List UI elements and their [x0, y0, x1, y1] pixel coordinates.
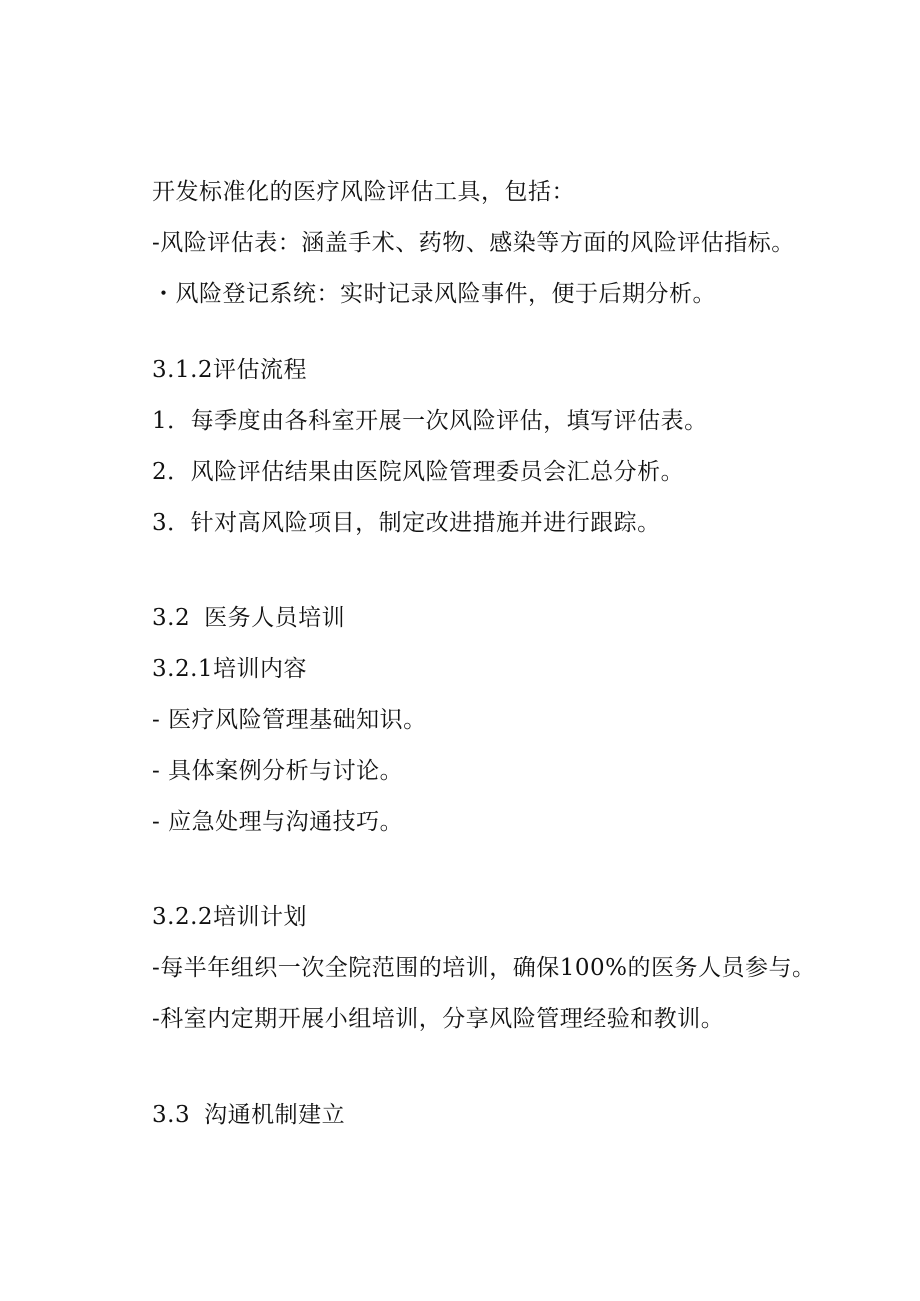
intro-item-risk-assessment-form: -风险评估表：涵盖手术、药物、感染等方面的风险评估指标。 — [152, 230, 795, 256]
heading-3-2-title: 医务人员培训 — [204, 605, 346, 631]
process-step-2: 2．风险评估结果由医院风险管理委员会汇总分析。 — [152, 459, 685, 485]
process-step-3: 3．针对高风险项目，制定改进措施并进行跟踪。 — [152, 510, 661, 536]
training-content-item-2: - 具体案例分析与讨论。 — [152, 758, 404, 784]
training-content-item-3: - 应急处理与沟通技巧。 — [152, 809, 404, 835]
heading-3-3 — [152, 1100, 345, 1130]
intro-item-risk-registration-system: ・风险登记系统：实时记录风险事件，便于后期分析。 — [152, 281, 716, 307]
heading-3-2 — [152, 603, 345, 633]
training-plan-item-2: -科室内定期开展小组培训，分享风险管理经验和教训。 — [152, 1006, 725, 1032]
heading-3-3-number: 3.3 — [152, 1102, 191, 1128]
heading-3-1-2: 3.1.2评估流程 — [152, 357, 308, 383]
training-content-item-1: - 医疗风险管理基础知识。 — [152, 707, 427, 733]
process-step-1: 1．每季度由各科室开展一次风险评估，填写评估表。 — [152, 408, 708, 434]
training-plan-item-1: -每半年组织一次全院范围的培训，确保100%的医务人员参与。 — [152, 955, 816, 981]
heading-3-2-1: 3.2.1培训内容 — [152, 656, 308, 682]
heading-3-3-title: 沟通机制建立 — [204, 1102, 346, 1128]
heading-3-2-number: 3.2 — [152, 605, 191, 631]
heading-3-2-2: 3.2.2培训计划 — [152, 904, 308, 930]
intro-lead: 开发标准化的医疗风险评估工具，包括： — [152, 179, 575, 205]
